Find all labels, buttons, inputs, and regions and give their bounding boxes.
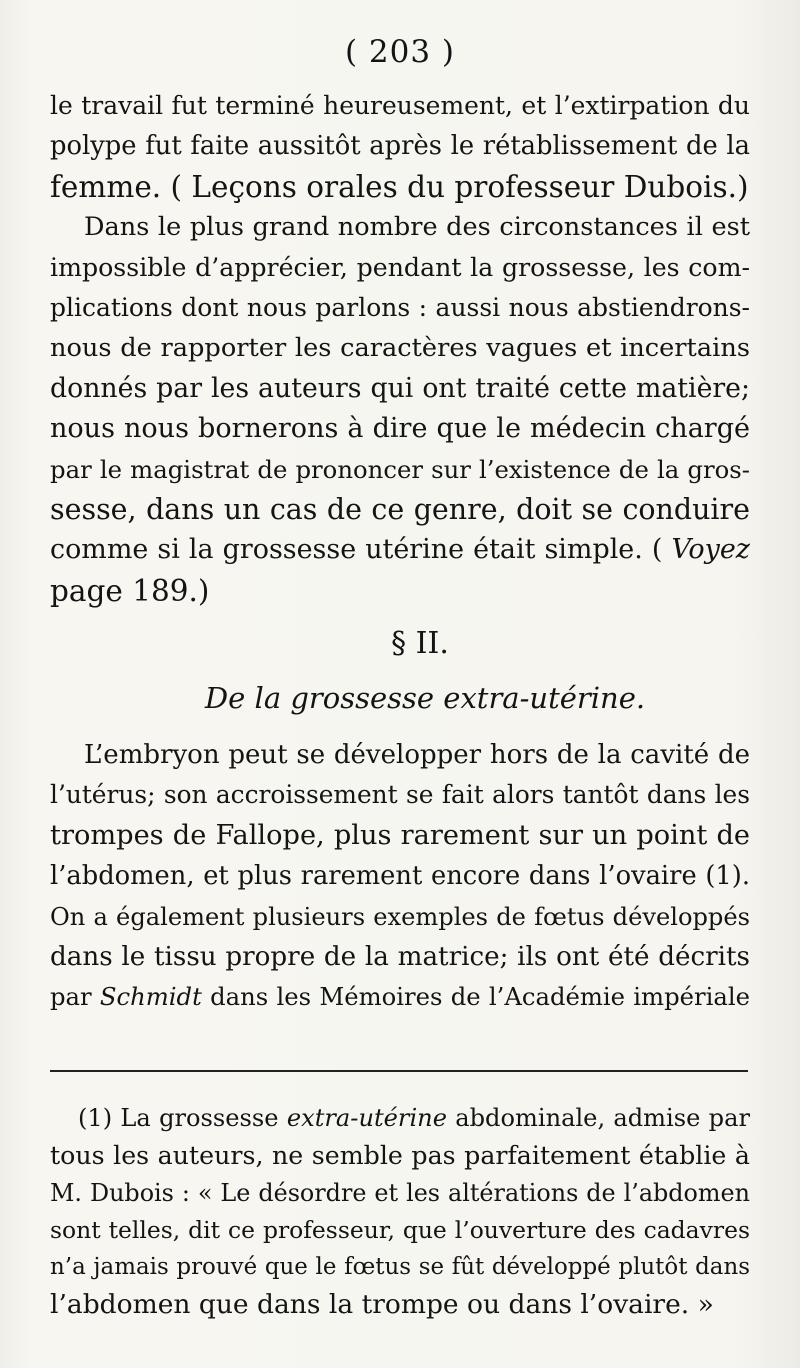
- section-number: § II.: [391, 626, 449, 662]
- footnote-divider: [50, 1070, 748, 1072]
- text-line: femme. ( Leçons orales du professeur Dubois.): [50, 169, 749, 204]
- footnote-line: n’a jamais prouvé que le fœtus se fût développé plutôt dans: [50, 1254, 750, 1281]
- text-line: l’utérus; son accroissement se fait alors tantôt dans les: [50, 780, 750, 810]
- text-line: le travail fut terminé heureusement, et l’extirpation du: [50, 91, 750, 120]
- text-line: L’embryon peut se développer hors de la cavité de: [84, 740, 750, 771]
- main-text: [50, 86, 750, 1018]
- text-line: On a également plusieurs exemples de fœtus développés: [50, 902, 750, 931]
- page-number: ( 203 ): [344, 34, 456, 70]
- text-line: comme si la grossesse utérine était simple. ( Voyez: [50, 534, 750, 566]
- text-line: polype fut faite aussitôt après le rétablissement de la: [50, 131, 750, 162]
- text-line: l’abdomen, et plus rarement encore dans l’ovaire (1).: [50, 861, 750, 892]
- text-line: par Schmidt dans les Mémoires de l’Académie impériale: [50, 982, 750, 1012]
- text-line: plications dont nous parlons : aussi nous abstiendrons-: [50, 292, 750, 322]
- text-line: sesse, dans un cas de ce genre, doit se conduire: [50, 492, 750, 526]
- text-line: impossible d’apprécier, pendant la grossesse, les com-: [50, 252, 750, 282]
- footnote-line: (1) La grossesse extra-utérine abdominale, admise par: [78, 1104, 750, 1132]
- footnote-line: M. Dubois : « Le désordre et les altérations de l’abdomen: [50, 1178, 750, 1207]
- section-heading: De la grossesse extra-utérine.: [204, 681, 646, 716]
- text-line: dans le tissu propre de la matrice; ils ont été décrits: [50, 942, 750, 973]
- text-line: donnés par les auteurs qui ont traité cette matière;: [50, 372, 750, 404]
- footnote-line: l’abdomen que dans la trompe ou dans l’ovaire. »: [50, 1289, 714, 1321]
- text-line: nous nous bornerons à dire que le médecin chargé: [50, 413, 750, 445]
- text-line: page 189.): [50, 573, 210, 608]
- text-line: nous de rapporter les caractères vagues et incertains: [50, 333, 750, 364]
- footnote-line: sont telles, dit ce professeur, que l’ouverture des cadavres: [50, 1215, 750, 1244]
- footnote: [50, 1100, 750, 1324]
- footnote-line: tous les auteurs, ne semble pas parfaitement établie à: [50, 1141, 750, 1171]
- text-line: trompes de Fallope, plus rarement sur un point de: [50, 819, 750, 851]
- text-line: Dans le plus grand nombre des circonstances il est: [84, 212, 750, 243]
- text-line: par le magistrat de prononcer sur l’existence de la gros-: [50, 454, 750, 484]
